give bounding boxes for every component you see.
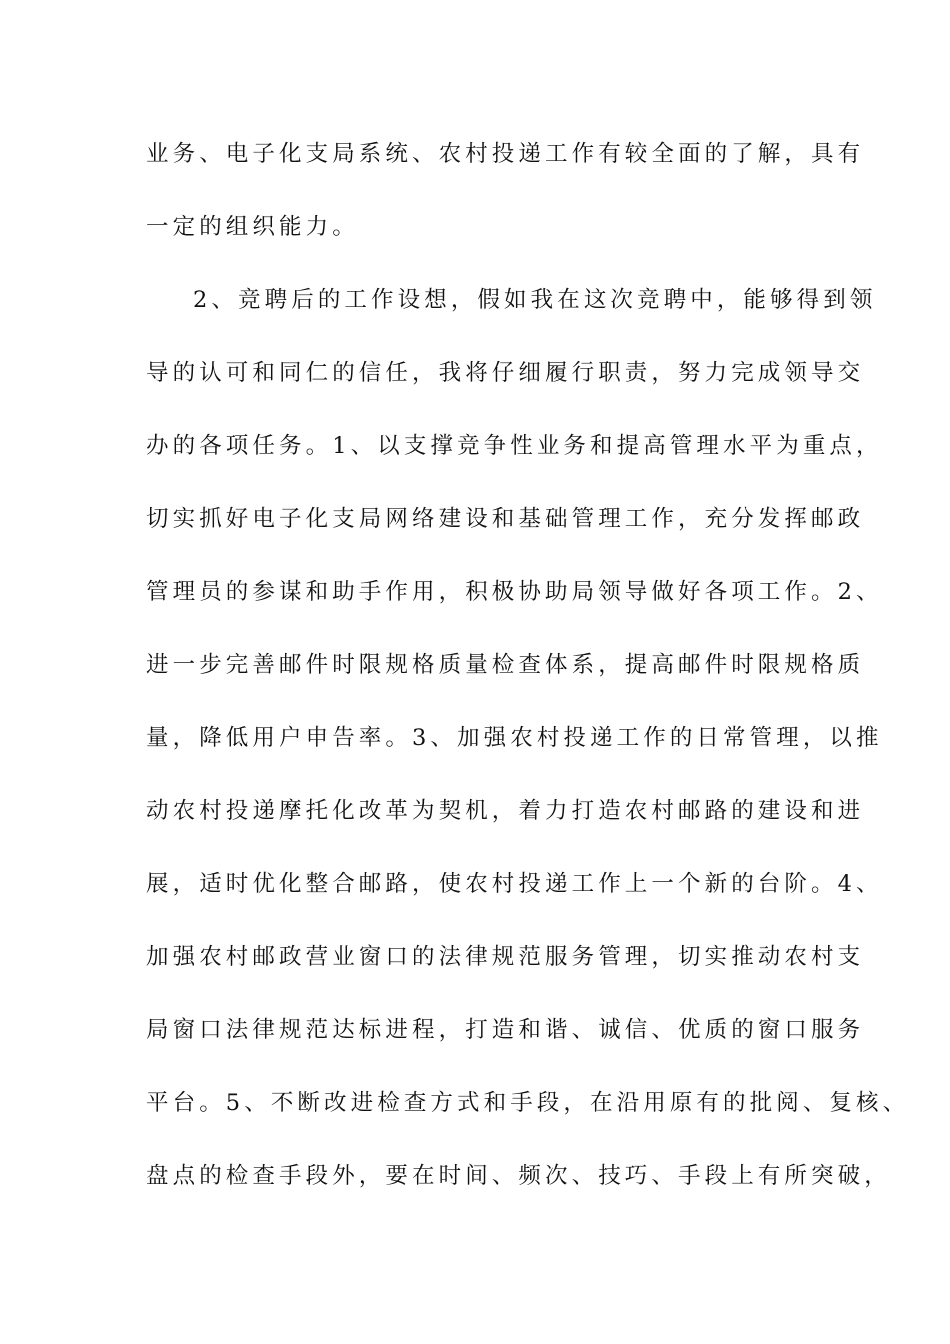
text-line: 局窗口法律规范达标进程，打造和谐、诚信、优质的窗口服务 [146, 1017, 865, 1043]
text-line: 业务、电子化支局系统、农村投递工作有较全面的了解，具有 [146, 141, 865, 167]
paragraph-start-line: 2、竞聘后的工作设想，假如我在这次竞聘中，能够得到领 [193, 287, 877, 313]
text-line: 切实抓好电子化支局网络建设和基础管理工作，充分发挥邮政 [146, 506, 865, 532]
text-line: 进一步完善邮件时限规格质量检查体系，提高邮件时限规格质 [146, 652, 865, 678]
text-line: 平台。5、不断改进检查方式和手段，在沿用原有的批阅、复核、 [146, 1090, 910, 1116]
text-line: 导的认可和同仁的信任，我将仔细履行职责，努力完成领导交 [146, 360, 865, 386]
text-line: 加强农村邮政营业窗口的法律规范服务管理，切实推动农村支 [146, 944, 865, 970]
text-line: 动农村投递摩托化改革为契机，着力打造农村邮路的建设和进 [146, 798, 865, 824]
text-line: 办的各项任务。1、以支撑竞争性业务和提高管理水平为重点， [146, 433, 883, 459]
text-line: 量，降低用户申告率。3、加强农村投递工作的日常管理，以推 [146, 725, 883, 751]
text-line: 一定的组织能力。 [146, 214, 359, 240]
text-line: 盘点的检查手段外，要在时间、频次、技巧、手段上有所突破， [146, 1163, 891, 1189]
text-line: 展，适时优化整合邮路，使农村投递工作上一个新的台阶。4、 [146, 871, 883, 897]
text-line: 管理员的参谋和助手作用，积极协助局领导做好各项工作。2、 [146, 579, 883, 605]
